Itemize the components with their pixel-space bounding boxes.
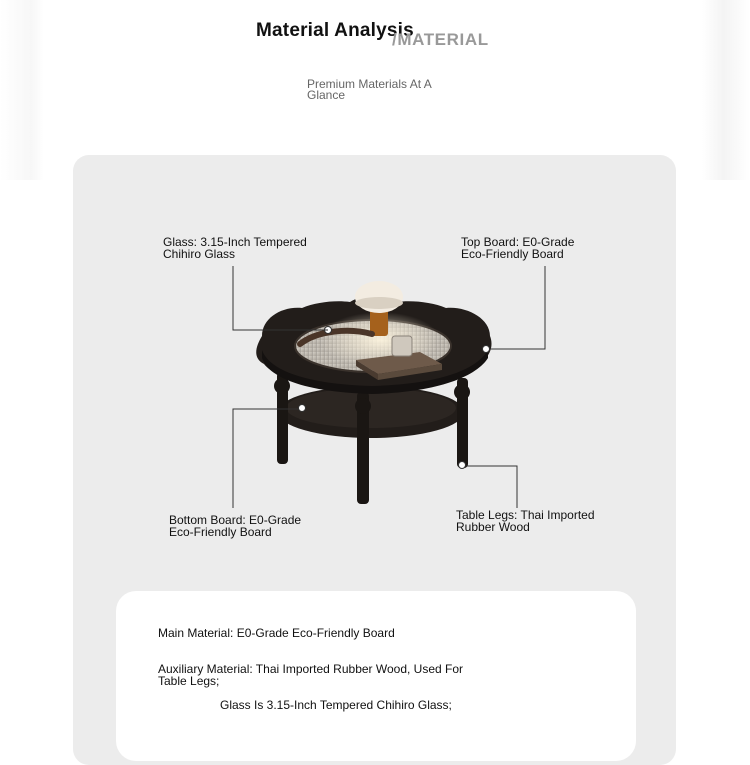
callout-table-legs: Table Legs: Thai Imported Rubber Wood: [456, 508, 595, 534]
page-subtitle: Premium Materials At A Glance: [307, 77, 432, 102]
page-title-english: /MATERIAL: [392, 30, 489, 49]
summary-glass: Glass Is 3.15-Inch Tempered Chihiro Glass;: [220, 698, 452, 712]
callout-glass: Glass: 3.15-Inch Tempered Chihiro Glass: [163, 235, 307, 261]
summary-auxiliary-material: Auxiliary Material: Thai Imported Rubber Wood, Used For Table Legs;: [158, 662, 464, 688]
page-title: Material Analysis: [256, 20, 414, 41]
callout-bottom-board: Bottom Board: E0-Grade Eco-Friendly Board: [169, 513, 302, 539]
callout-top-board: Top Board: E0-Grade Eco-Friendly Board: [461, 235, 575, 261]
summary-main-material: Main Material: E0-Grade Eco-Friendly Board: [158, 626, 395, 640]
glass-cup: [392, 336, 412, 356]
